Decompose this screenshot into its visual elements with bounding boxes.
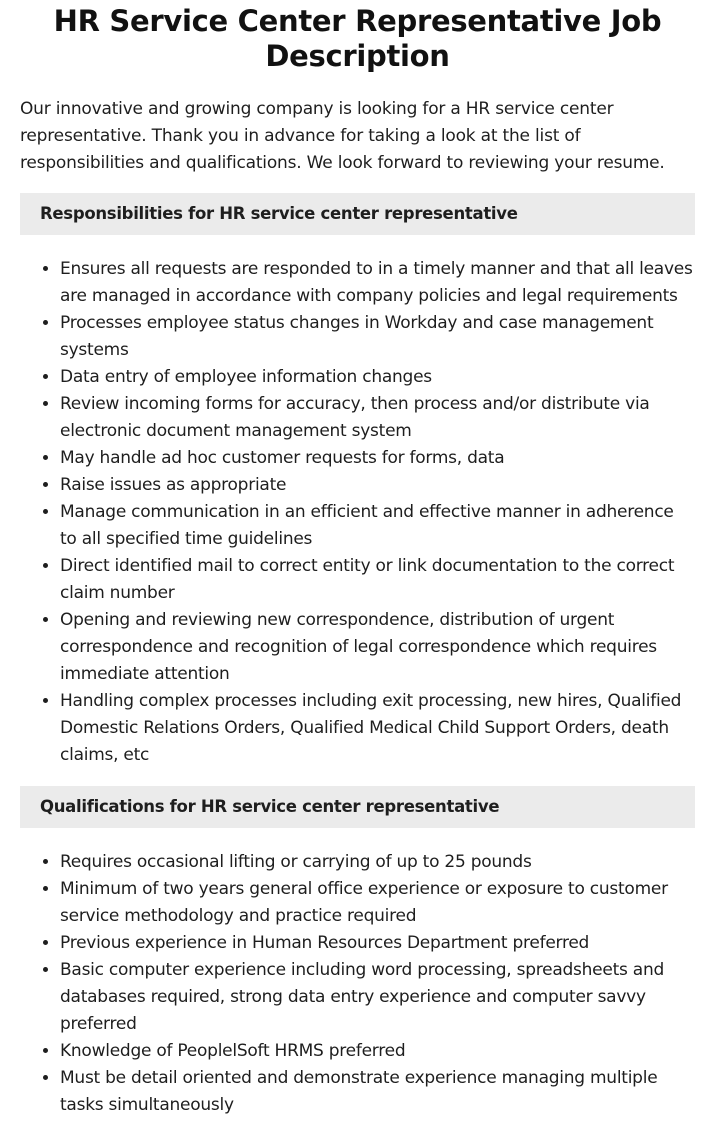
list-item: • Previous experience in Human Resources Department preferred (60, 930, 695, 957)
list-item: • Knowledge of PeoplelSoft HRMS preferred (60, 1038, 695, 1065)
page-title: HR Service Center Representative Job Description (53, 4, 662, 73)
responsibilities-list (20, 256, 695, 769)
qualifications-list (20, 849, 695, 1119)
list-item: • Minimum of two years general office experience or exposure to customer service methodology and practice required (60, 876, 695, 930)
list-item: • Opening and reviewing new correspondence, distribution of urgent correspondence and recognition of legal correspondence which requires immediate attention (60, 607, 695, 688)
list-item: • Manage communication in an efficient and effective manner in adherence to all specified time guidelines (60, 499, 695, 553)
list-item: • Data entry of employee information changes (60, 364, 695, 391)
responsibilities-heading: Responsibilities for HR service center representative (20, 193, 695, 235)
list-item: • Ensures all requests are responded to in a timely manner and that all leaves are managed in accordance with company policies and legal requirements (60, 256, 695, 310)
list-item: • Basic computer experience including word processing, spreadsheets and databases required, strong data entry experience and computer savvy preferred (60, 957, 695, 1038)
list-item: • Direct identified mail to correct entity or link documentation to the correct claim number (60, 553, 695, 607)
list-item: • Requires occasional lifting or carrying of up to 25 pounds (60, 849, 695, 876)
list-item: • Handling complex processes including exit processing, new hires, Qualified Domestic Relations Orders, Qualified Medical Child Support Orders, death claims, etc (60, 688, 695, 769)
qualifications-heading: Qualifications for HR service center representative (20, 786, 695, 828)
list-item: • Must be detail oriented and demonstrate experience managing multiple tasks simultaneously (60, 1065, 695, 1119)
list-item: • Review incoming forms for accuracy, then process and/or distribute via electronic document management system (60, 391, 695, 445)
intro-paragraph: Our innovative and growing company is looking for a HR service center representative. Thank you in advance for taking a look at the list of responsibilities and qualifications. We look forward to reviewing your resume. (20, 99, 665, 173)
list-item: • Processes employee status changes in Workday and case management systems (60, 310, 695, 364)
list-item: • Raise issues as appropriate (60, 472, 695, 499)
list-item: • May handle ad hoc customer requests for forms, data (60, 445, 695, 472)
